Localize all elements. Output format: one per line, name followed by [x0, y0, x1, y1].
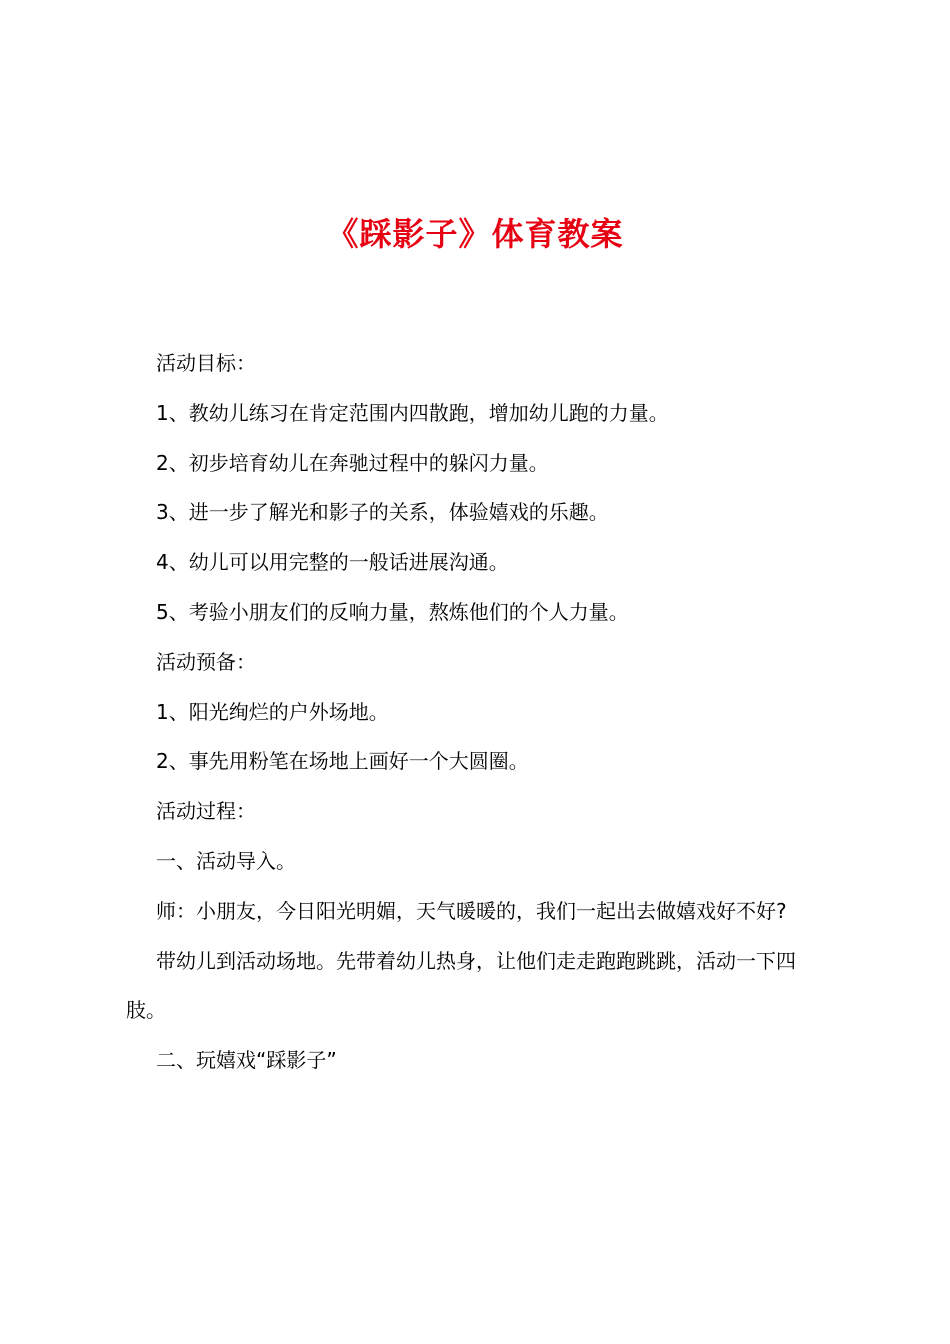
process-step-heading-1: 一、活动导入。 — [156, 848, 296, 873]
teacher-dialogue: 师：小朋友，今日阳光明媚，天气暖暖的，我们一起出去做嬉戏好不好? — [156, 898, 787, 923]
goal-item-2: 2、初步培育幼儿在奔驰过程中的躲闪力量。 — [156, 450, 549, 475]
preparation-item-1: 1、阳光绚烂的户外场地。 — [156, 699, 389, 724]
goal-item-3: 3、进一步了解光和影子的关系，体验嬉戏的乐趣。 — [156, 500, 609, 525]
section-heading-goals: 活动目标： — [156, 351, 256, 375]
document-body — [126, 339, 832, 1086]
document-title: 《踩影子》体育教案 — [326, 215, 624, 253]
preparation-item-2: 2、事先用粉笔在场地上画好一个大圆圈。 — [156, 749, 529, 774]
section-heading-process: 活动过程： — [156, 799, 256, 824]
section-heading-preparation: 活动预备： — [156, 649, 256, 674]
process-step-heading-2: 二、玩嬉戏“踩影子” — [156, 1048, 337, 1073]
goal-item-1: 1、教幼儿练习在肯定范围内四散跑，增加幼儿跑的力量。 — [156, 400, 669, 425]
goal-item-4: 4、幼儿可以用完整的一般话进展沟通。 — [156, 550, 509, 575]
goal-item-5: 5、考验小朋友们的反响力量，熬炼他们的个人力量。 — [156, 599, 629, 624]
process-paragraph: 带幼儿到活动场地。先带着幼儿热身，让他们走走跑跑跳跳，活动一下四肢。 — [126, 948, 796, 1023]
